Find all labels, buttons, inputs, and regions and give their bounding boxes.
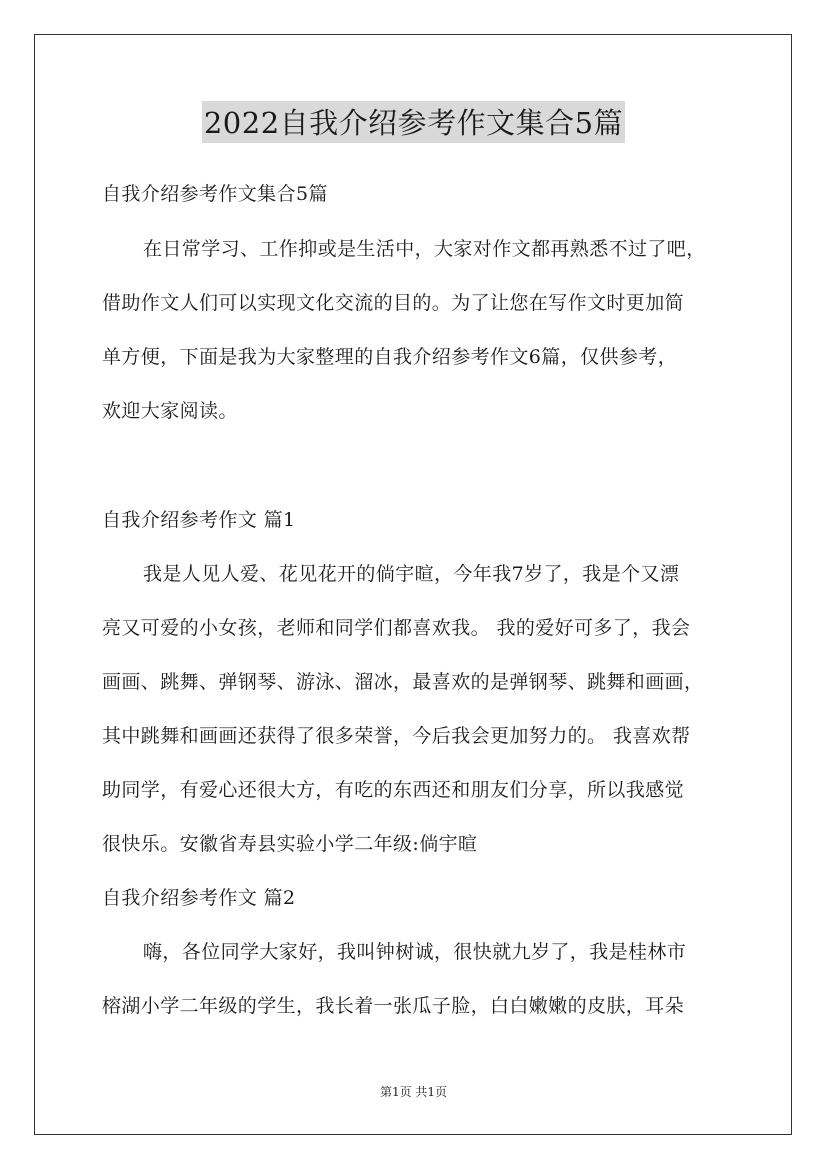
document-title: 2022自我介绍参考作文集合5篇 (202, 101, 625, 143)
section1-line-1: 我是人见人爱、花见花开的倘宇暄，今年我7岁了，我是个又漂 (143, 563, 680, 585)
intro-line-2: 借助作文人们可以实现文化交流的目的。为了让您在写作文时更加简 (102, 292, 685, 314)
intro-line-1: 在日常学习、工作抑或是生活中，大家对作文都再熟悉不过了吧， (143, 238, 706, 260)
intro-line-4: 欢迎大家阅读。 (102, 400, 238, 422)
section1-line-6: 很快乐。安徽省寿县实验小学二年级:倘宇暄 (102, 833, 478, 855)
intro-line-3: 单方便，下面是我为大家整理的自我介绍参考作文6篇，仅供参考， (102, 346, 678, 368)
page-footer: 第1页 共1页 (379, 1085, 448, 1099)
section1-heading: 自我介绍参考作文 篇1 (102, 509, 296, 531)
section2-heading: 自我介绍参考作文 篇2 (102, 887, 296, 909)
section2-line-1: 嗨，各位同学大家好，我叫钟树诚，很快就九岁了，我是桂林市 (143, 941, 687, 963)
section1-line-2: 亮又可爱的小女孩，老师和同学们都喜欢我。 我的爱好可多了，我会 (102, 617, 691, 639)
subtitle: 自我介绍参考作文集合5篇 (102, 183, 328, 205)
section1-line-4: 其中跳舞和画画还获得了很多荣誉，今后我会更加努力的。 我喜欢帮 (102, 725, 691, 747)
section2-line-2: 榕湖小学二年级的学生，我长着一张瓜子脸，白白嫩嫩的皮肤，耳朵 (102, 995, 685, 1017)
title-container (0, 101, 827, 143)
section1-line-5: 助同学，有爱心还很大方，有吃的东西还和朋友们分享，所以我感觉 (102, 779, 685, 801)
section1-line-3: 画画、跳舞、弹钢琴、游泳、溜冰，最喜欢的是弹钢琴、跳舞和画画， (102, 671, 704, 693)
